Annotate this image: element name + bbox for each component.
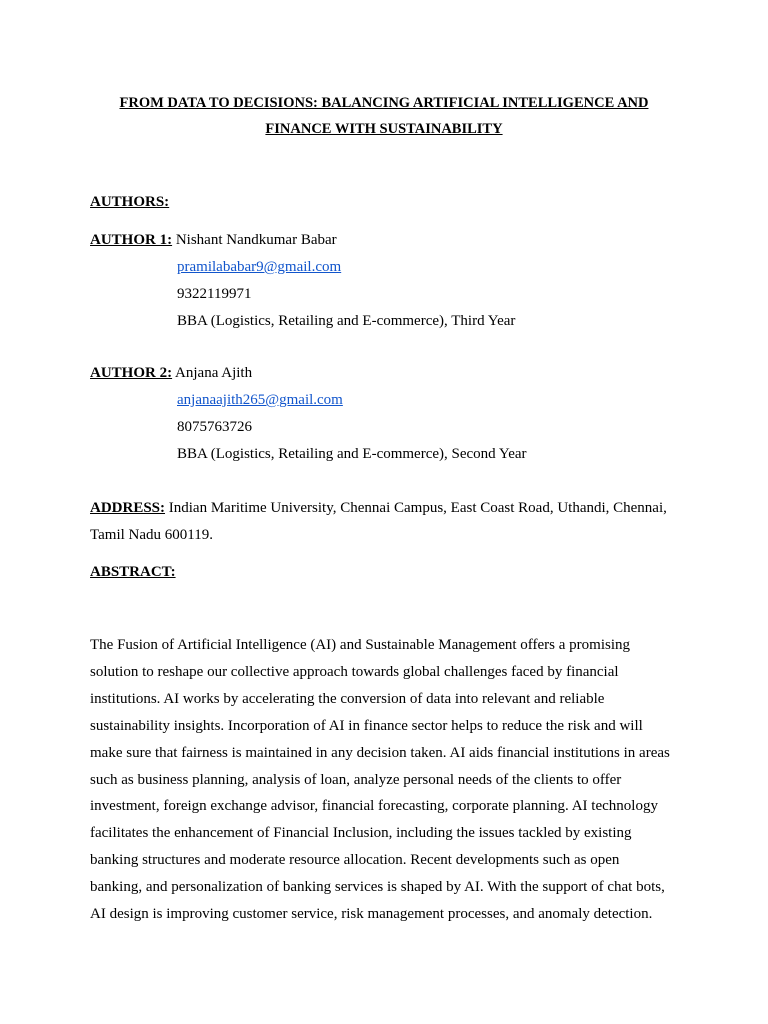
title-line-2: FINANCE WITH SUSTAINABILITY (265, 121, 503, 137)
abstract-line: banking structures and moderate resource allocation. Recent developments such as open (90, 852, 620, 869)
author-1-name: Nishant Nandkumar Babar (175, 232, 337, 248)
abstract-line: facilitates the enhancement of Financial Inclusion, including the issues tackled by existing (90, 825, 632, 842)
abstract-line: banking, and personalization of banking services is shaped by AI. With the support of chat bots, (90, 879, 665, 896)
author-2-email-row (177, 387, 343, 414)
abstract-line: The Fusion of Artificial Intelligence (AI) and Sustainable Management offers a promising (90, 637, 630, 653)
author-2-label: AUTHOR 2: (90, 365, 173, 381)
abstract-heading: ABSTRACT: (90, 564, 176, 580)
author-2-program: BBA (Logistics, Retailing and E-commerce), Second Year (177, 446, 527, 462)
abstract-line: make sure that fairness is maintained in any decision taken. AI aids financial institutions in areas (90, 744, 670, 761)
author-1-email-row (177, 254, 341, 281)
address-line-2: Tamil Nadu 600119. (90, 527, 213, 543)
abstract-line: AI design is improving customer service, risk management processes, and anomaly detection. (90, 906, 653, 923)
address-label: ADDRESS: (90, 500, 166, 516)
authors-heading: AUTHORS: (90, 194, 170, 210)
author-2-name: Anjana Ajith (175, 365, 253, 381)
author-2-email-link[interactable]: anjanaajith265@gmail.com (177, 392, 343, 408)
abstract-line: solution to reshape our collective approach towards global challenges faced by financial (90, 663, 619, 680)
abstract-body (90, 632, 690, 928)
author-1-email-link[interactable]: pramilababar9@gmail.com (177, 259, 342, 275)
author-1-row (90, 227, 337, 254)
author-1-program: BBA (Logistics, Retailing and E-commerce), Third Year (177, 313, 516, 329)
abstract-line: institutions. AI works by accelerating the conversion of data into relevant and reliable (90, 690, 605, 707)
title-line-1: FROM DATA TO DECISIONS: BALANCING ARTIFICIAL INTELLIGENCE AND (119, 95, 649, 111)
author-2-phone: 8075763726 (177, 419, 252, 435)
author-2-row (90, 360, 252, 387)
address-line-1: Indian Maritime University, Chennai Campus, East Coast Road, Uthandi, Chennai, (168, 500, 667, 516)
address-row (90, 495, 667, 522)
abstract-line: sustainability insights. Incorporation of AI in finance sector helps to reduce the risk and will (90, 717, 643, 734)
abstract-line: such as business planning, analysis of loan, analyze personal needs of the clients to offer (90, 771, 622, 788)
abstract-line: investment, foreign exchange advisor, financial forecasting, corporate planning. AI technology (90, 798, 658, 815)
author-1-label: AUTHOR 1: (90, 232, 173, 248)
author-1-phone: 9322119971 (177, 286, 252, 302)
paper-title (90, 90, 678, 142)
